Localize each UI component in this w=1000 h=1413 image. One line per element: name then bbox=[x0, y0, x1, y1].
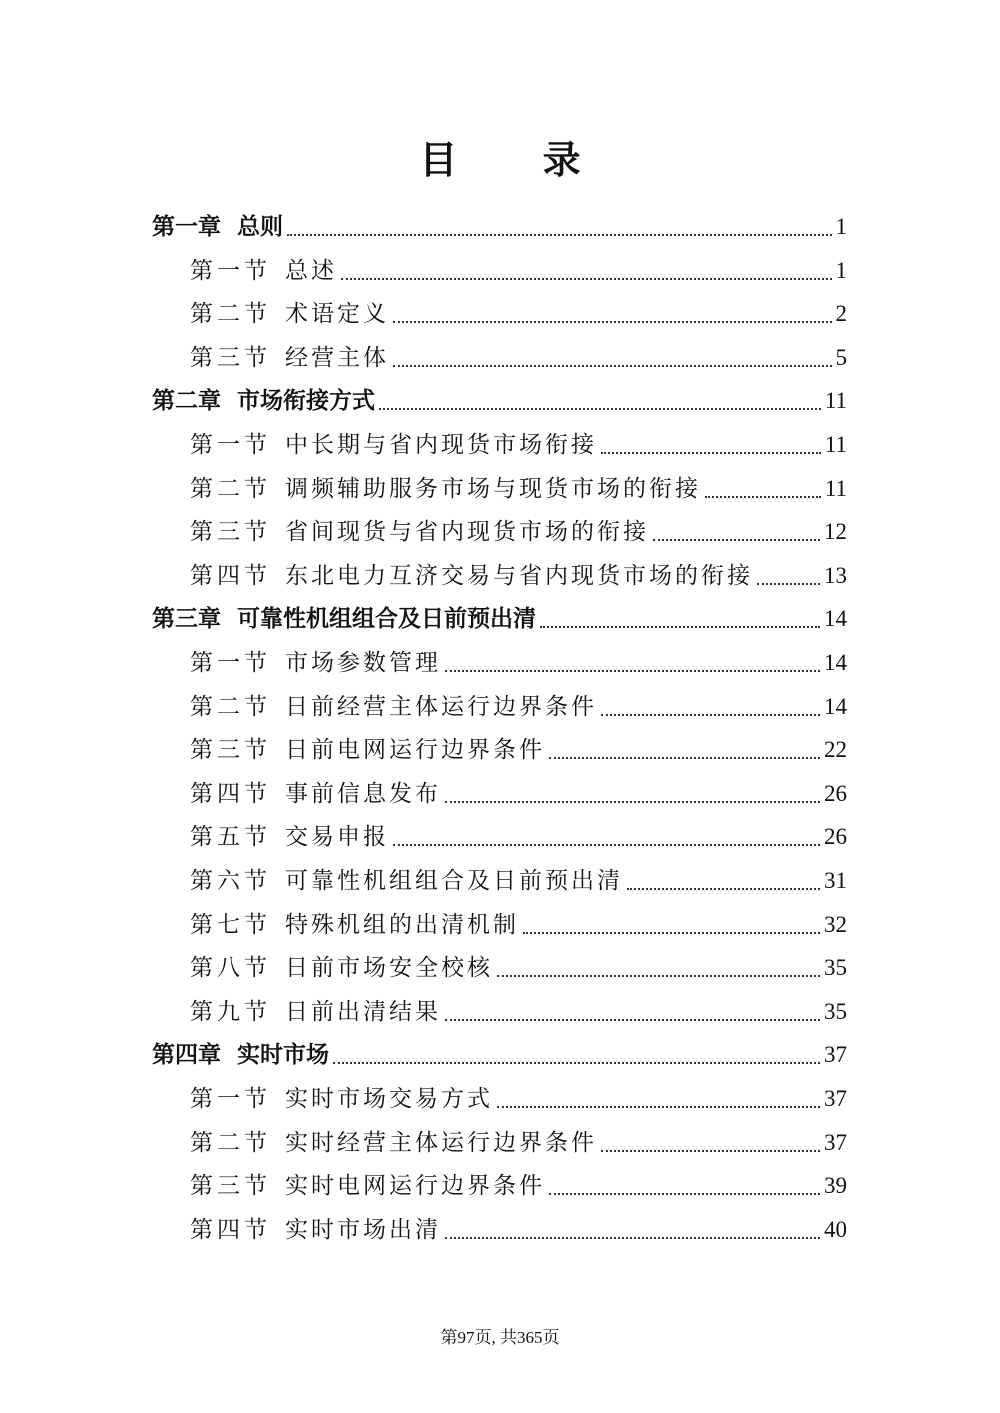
toc-section-entry[interactable] bbox=[190, 469, 847, 509]
toc-entry-page: 39 bbox=[824, 1173, 847, 1199]
toc-chapter-entry[interactable] bbox=[152, 381, 847, 421]
toc-entry-page: 11 bbox=[824, 432, 847, 457]
toc-dot-leader bbox=[523, 932, 820, 934]
toc-entry-title: 可靠性机组组合及日前预出清 bbox=[237, 606, 536, 633]
toc-section-entry[interactable] bbox=[190, 861, 847, 901]
toc-entry-number: 第八节 bbox=[190, 955, 271, 982]
toc-entry-page: 2 bbox=[835, 301, 847, 327]
toc-entry-number: 第三节 bbox=[190, 519, 271, 546]
toc-entry-title: 省间现货与省内现货市场的衔接 bbox=[285, 519, 649, 546]
toc-entry-page: 26 bbox=[824, 824, 847, 850]
toc-entry-number: 第一节 bbox=[190, 257, 271, 284]
toc-entry-number: 第四节 bbox=[190, 562, 271, 589]
toc-entry-page: 13 bbox=[824, 562, 847, 588]
toc-entry-title: 东北电力互济交易与省内现货市场的衔接 bbox=[285, 562, 753, 589]
toc-dot-leader bbox=[379, 408, 821, 410]
toc-entry-number: 第三节 bbox=[190, 1173, 271, 1200]
toc-dot-leader bbox=[653, 539, 820, 541]
toc-entry-number: 第五节 bbox=[190, 824, 271, 851]
toc-entry-title: 可靠性机组组合及日前预出清 bbox=[285, 868, 623, 894]
toc-section-entry[interactable] bbox=[190, 1210, 847, 1250]
toc-section-entry[interactable] bbox=[190, 774, 847, 814]
toc-entry-title: 实时市场交易方式 bbox=[285, 1086, 493, 1112]
toc-entry-title: 实时市场出清 bbox=[285, 1216, 441, 1243]
toc-section-entry[interactable] bbox=[190, 1166, 847, 1206]
toc-section-entry[interactable] bbox=[190, 687, 847, 727]
toc-dot-leader bbox=[540, 626, 820, 628]
toc-entry-page: 12 bbox=[824, 519, 847, 545]
toc-entry-title: 日前电网运行边界条件 bbox=[285, 737, 545, 764]
toc-entry-page: 26 bbox=[824, 780, 847, 806]
toc-entry-title: 事前信息发布 bbox=[285, 780, 441, 807]
toc-entry-title: 实时电网运行边界条件 bbox=[285, 1173, 545, 1200]
toc-dot-leader bbox=[393, 365, 832, 367]
toc-entry-page: 1 bbox=[835, 257, 847, 283]
toc-entry-page: 35 bbox=[824, 955, 847, 981]
toc-entry-title: 日前出清结果 bbox=[285, 998, 441, 1025]
toc-section-entry[interactable] bbox=[190, 948, 847, 988]
toc-entry-page: 11 bbox=[824, 475, 847, 501]
toc-entry-number: 第三节 bbox=[190, 737, 271, 764]
toc-entry-page: 31 bbox=[824, 868, 847, 893]
toc-section-entry[interactable] bbox=[190, 338, 847, 378]
toc-entry-page: 37 bbox=[824, 1042, 847, 1068]
toc-entry-number: 第一节 bbox=[190, 650, 271, 676]
toc-chapter-entry[interactable] bbox=[152, 1035, 847, 1075]
toc-dot-leader bbox=[757, 583, 820, 585]
toc-section-entry[interactable] bbox=[190, 992, 847, 1032]
toc-dot-leader bbox=[445, 670, 820, 672]
toc-entry-number: 第一节 bbox=[190, 1086, 271, 1112]
toc-dot-leader bbox=[601, 452, 821, 454]
toc-entry-title: 市场衔接方式 bbox=[237, 388, 375, 415]
toc-section-entry[interactable] bbox=[190, 251, 847, 291]
toc-section-entry[interactable] bbox=[190, 556, 847, 596]
toc-entry-number: 第二节 bbox=[190, 475, 271, 502]
toc-section-entry[interactable] bbox=[190, 730, 847, 770]
toc-section-entry[interactable] bbox=[190, 512, 847, 552]
toc-entry-page: 37 bbox=[824, 1129, 847, 1155]
toc-dot-leader bbox=[341, 278, 832, 280]
toc-entry-page: 1 bbox=[835, 214, 847, 239]
toc-section-entry[interactable] bbox=[190, 425, 847, 465]
toc-entry-number: 第二章 bbox=[152, 388, 221, 415]
toc-entry-page: 22 bbox=[824, 737, 847, 763]
toc-dot-leader bbox=[549, 1193, 820, 1195]
toc-title: 目 录 bbox=[419, 138, 617, 182]
toc-entry-page: 37 bbox=[824, 1086, 847, 1111]
toc-entry-number: 第六节 bbox=[190, 868, 271, 894]
toc-entry-title: 实时经营主体运行边界条件 bbox=[285, 1129, 597, 1156]
toc-entry-title: 市场参数管理 bbox=[285, 650, 441, 676]
toc-dot-leader bbox=[393, 321, 832, 323]
toc-entry-title: 日前经营主体运行边界条件 bbox=[285, 693, 597, 720]
toc-entry-title: 经营主体 bbox=[285, 344, 389, 371]
toc-dot-leader bbox=[497, 975, 820, 977]
toc-entry-page: 35 bbox=[824, 998, 847, 1024]
toc-entry-title: 中长期与省内现货市场衔接 bbox=[285, 432, 597, 458]
toc-entry-page: 14 bbox=[824, 606, 847, 632]
toc-dot-leader bbox=[627, 888, 820, 890]
toc-dot-leader bbox=[705, 496, 821, 498]
toc-dot-leader bbox=[445, 1019, 820, 1021]
toc-dot-leader bbox=[601, 714, 820, 716]
toc-entry-number: 第四节 bbox=[190, 780, 271, 807]
toc-entry-number: 第二节 bbox=[190, 693, 271, 720]
toc-entry-title: 日前市场安全校核 bbox=[285, 955, 493, 982]
toc-entry-number: 第四节 bbox=[190, 1216, 271, 1243]
toc-dot-leader bbox=[601, 1150, 820, 1152]
toc-entry-page: 14 bbox=[824, 650, 847, 675]
toc-entry-number: 第四章 bbox=[152, 1042, 221, 1069]
toc-entry-number: 第三节 bbox=[190, 344, 271, 371]
toc-section-entry[interactable] bbox=[190, 905, 847, 945]
toc-entry-title: 总述 bbox=[285, 257, 337, 284]
toc-entry-number: 第二节 bbox=[190, 1129, 271, 1156]
toc-dot-leader bbox=[445, 801, 820, 803]
page-footer: 第97页, 共365页 bbox=[440, 1328, 560, 1347]
toc-entry-title: 术语定义 bbox=[285, 301, 389, 328]
toc-entry-number: 第七节 bbox=[190, 911, 271, 938]
toc-dot-leader bbox=[497, 1106, 820, 1108]
toc-section-entry[interactable] bbox=[190, 643, 847, 683]
toc-dot-leader bbox=[333, 1062, 820, 1064]
toc-section-entry[interactable] bbox=[190, 817, 847, 857]
toc-entry-number: 第三章 bbox=[152, 606, 221, 633]
toc-entry-number: 第二节 bbox=[190, 301, 271, 328]
toc-entry-number: 第一章 bbox=[152, 214, 221, 240]
toc-entry-page: 14 bbox=[824, 693, 847, 719]
toc-entry-page: 11 bbox=[824, 388, 847, 414]
toc-section-entry[interactable] bbox=[190, 1079, 847, 1119]
toc-section-entry[interactable] bbox=[190, 294, 847, 334]
toc-dot-leader bbox=[549, 757, 820, 759]
toc-entry-title: 调频辅助服务市场与现货市场的衔接 bbox=[285, 475, 701, 502]
toc-entry-number: 第九节 bbox=[190, 998, 271, 1025]
toc-entry-page: 32 bbox=[824, 911, 847, 937]
toc-dot-leader bbox=[393, 844, 820, 846]
toc-entry-title: 实时市场 bbox=[237, 1042, 329, 1069]
toc-entry-page: 5 bbox=[835, 344, 847, 370]
toc-entry-title: 总则 bbox=[237, 214, 283, 240]
toc-dot-leader bbox=[287, 234, 832, 236]
toc-chapter-entry[interactable] bbox=[152, 599, 847, 639]
toc-chapter-entry[interactable] bbox=[152, 207, 847, 247]
toc-entry-page: 40 bbox=[824, 1216, 847, 1242]
toc-entry-title: 交易申报 bbox=[285, 824, 389, 851]
toc-section-entry[interactable] bbox=[190, 1123, 847, 1163]
toc-entry-title: 特殊机组的出清机制 bbox=[285, 911, 519, 938]
toc-dot-leader bbox=[445, 1237, 820, 1239]
toc-entry-number: 第一节 bbox=[190, 432, 271, 458]
